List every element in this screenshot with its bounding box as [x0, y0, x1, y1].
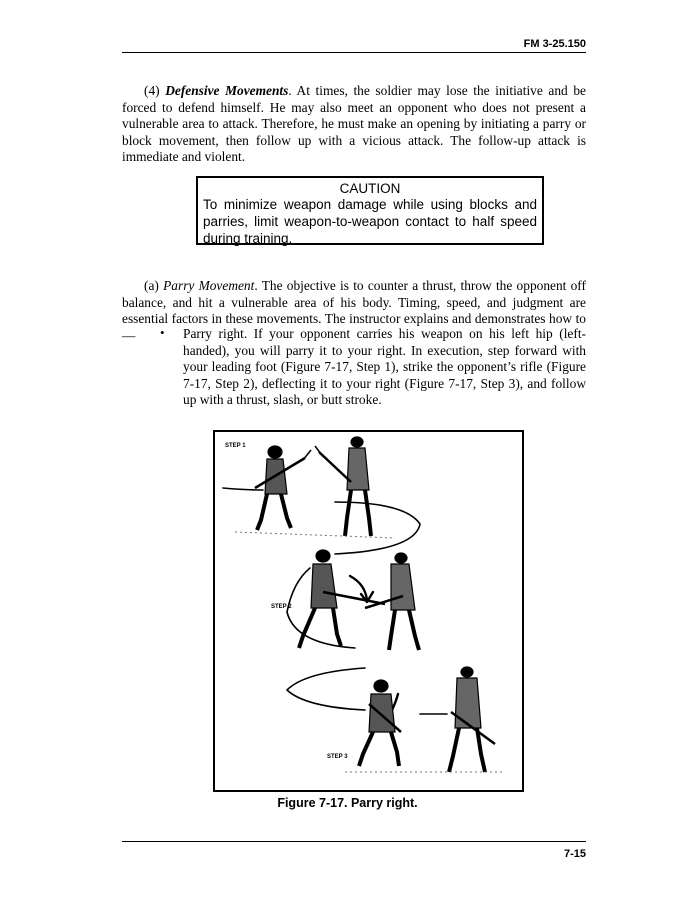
paragraph-body: . The objective is to counter a thrust, throw the opponent off balance, and hit a vulnerable area of his body. Timing, speed, and judgment are essential factors in these movements. The instructor explains and demonstrates how to— [122, 278, 586, 343]
footer-rule [122, 841, 586, 842]
step1-label: STEP 1 [225, 443, 246, 449]
paragraph-number: (4) [144, 83, 160, 98]
bullet-parry-right: Parry right. If your opponent carries his weapon on his left hip (left-handed), you will parry it to your right. In execution, step forward with your leading foot (Figure 7-17, Step 1), strike the opponent’s rifle (Figure 7-17, Step 2), deflecting it to your right (Figure 7-17, Step 3), and follow up with a thrust, slash, or butt stroke. [183, 326, 586, 407]
header-rule [122, 52, 586, 53]
page-number: 7-15 [563, 848, 586, 860]
step1-soldier-left [255, 446, 311, 530]
step3-soldier-right [449, 667, 495, 772]
caution-title: CAUTION [339, 181, 401, 196]
step3-label: STEP 3 [327, 754, 348, 760]
step1-soldier-right [315, 437, 371, 536]
step2-label: STEP 2 [271, 604, 292, 610]
manual-id: FM 3-25.150 [523, 38, 586, 50]
figure-caption: Figure 7-17. Parry right. [277, 796, 418, 810]
paragraph-title: Parry Movement [163, 278, 255, 293]
motion-curve [287, 668, 365, 710]
figure-parry-right [213, 430, 524, 792]
paragraph-body: . At times, the soldier may lose the initiative and be forced to defend himself. He may also meet an opponent who does not present a vulnerable area to attack. Therefore, he must make an opening by initiating a parry or block movement, then follow up with a vicious attack. The follow-up attack is immediate and violent. [122, 83, 586, 164]
step3-soldier-left [359, 680, 401, 766]
paragraph-defensive-movements [122, 83, 586, 166]
step2-soldier-left [299, 550, 385, 648]
bullet-icon: • [160, 325, 165, 340]
paragraph-title: Defensive Movements [165, 83, 289, 98]
figure-illustration [215, 432, 522, 790]
caution-box [196, 176, 544, 245]
motion-line [223, 488, 263, 490]
caution-text: To minimize weapon damage while using blocks and parries, limit weapon-to-weapon contact to half speed during training. [203, 197, 537, 246]
paragraph-number: (a) [144, 278, 159, 293]
